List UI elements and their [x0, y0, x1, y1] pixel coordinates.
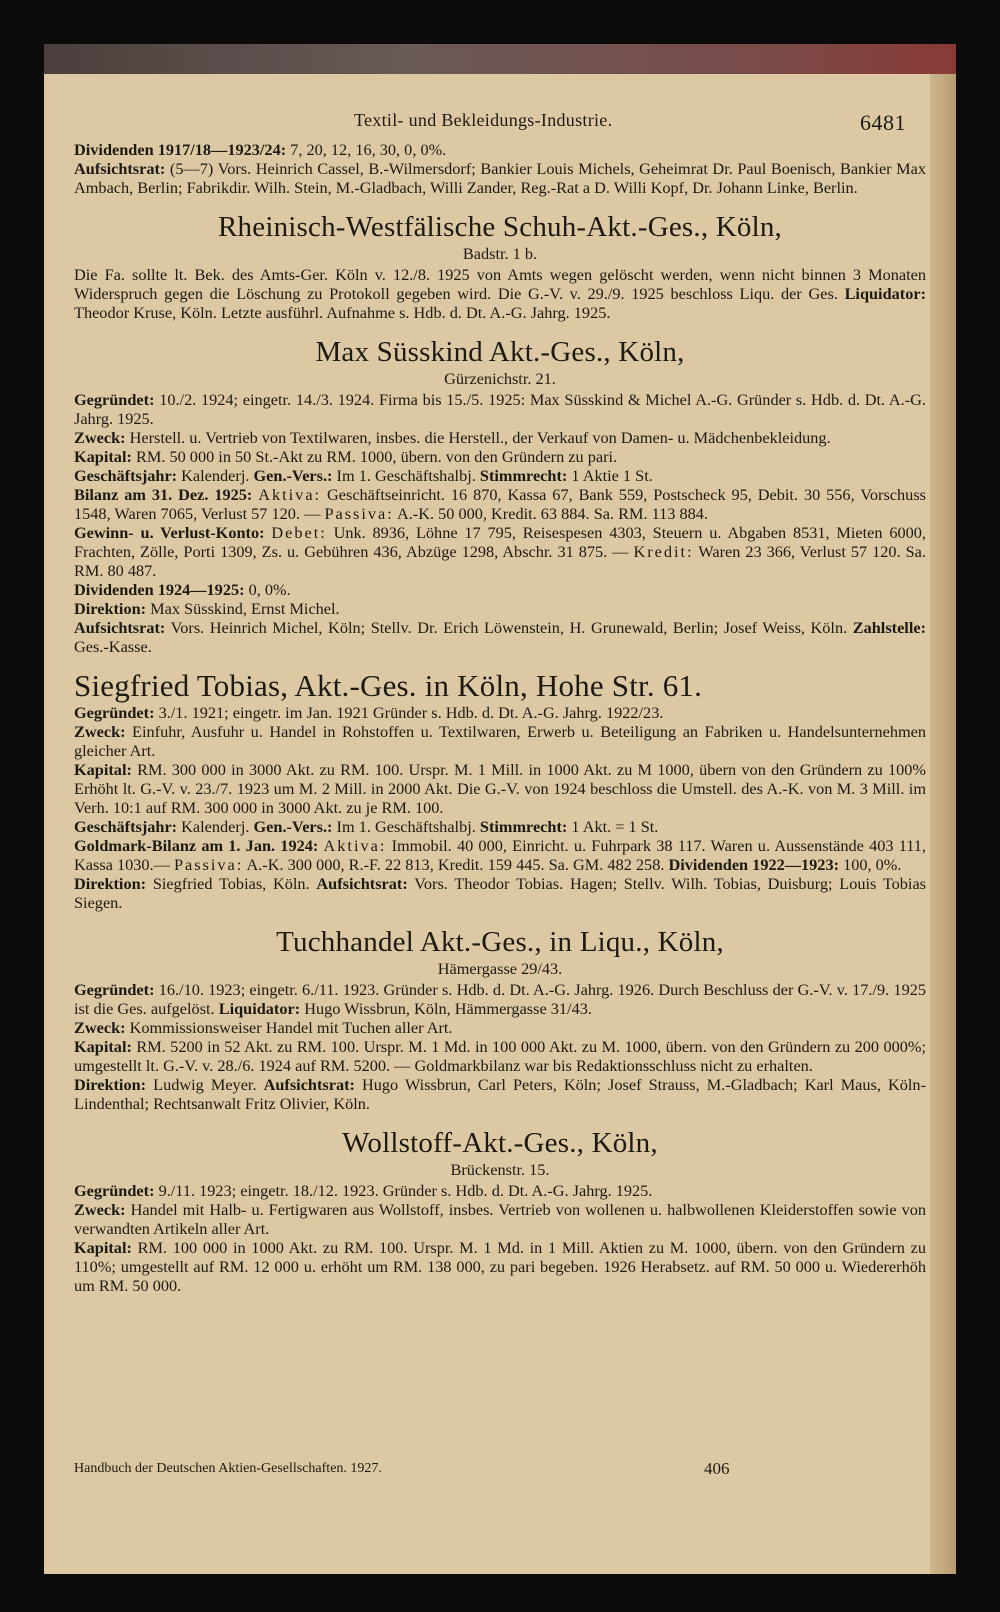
value: 1 Aktie 1 St.: [567, 466, 653, 485]
label: Passiva:: [173, 855, 244, 874]
label: Kapital:: [74, 1238, 132, 1257]
value: 1 Akt. = 1 St.: [567, 817, 659, 836]
value: RM. 300 000 in 3000 Akt. zu RM. 100. Urspr. M. 1 Mill. in 1000 Akt. zu M 1000, übern von den Gründern zu 100% Erhöht lt. G.-V. v. 23./7. 1923 um M. 2 Mill. in 2000 Akt. Die G.-V. von 1924 beschloss die Umstell. des A.-K. von M. 3 Mill. im Verh. 10:1 auf RM. 300 000 in 3000 Akt. zu je RM. 100.: [74, 760, 926, 817]
susskind-gegruendet: [74, 390, 926, 428]
value: A.-K. 300 000, R.-F. 22 813, Kredit. 159 445. Sa. GM. 482 258.: [243, 855, 669, 874]
entry-address-susskind: Gürzenichstr. 21.: [444, 369, 556, 388]
value: RM. 50 000 in 50 St.-Akt zu RM. 1000, übern. von den Gründern zu pari.: [131, 447, 618, 466]
entry-title-susskind: Max Süsskind Akt.-Ges., Köln,: [315, 336, 685, 368]
value: Kalenderj.: [177, 466, 254, 485]
running-head: [124, 110, 916, 140]
label: Kapital:: [74, 447, 132, 466]
label: Gen.-Vers.:: [253, 466, 333, 485]
label: Zweck:: [74, 428, 126, 447]
value: Hugo Wissbrun, Carl Peters, Köln; Josef Strauss, M.-Gladbach; Karl Maus, Köln-Lindenthal; Rechtsanwalt Fritz Olivier, Köln.: [74, 1075, 926, 1113]
susskind-dividenden: [74, 580, 926, 599]
value: Vors. Theodor Tobias. Hagen; Stellv. Wilh. Tobias, Duisburg; Louis Tobias Siegen.: [74, 874, 927, 912]
value: Vors. Heinrich Michel, Köln; Stellv. Dr. Erich Löwenstein, H. Grunewald, Berlin; Josef Weiss, Köln.: [165, 618, 853, 637]
page-number: 6481: [860, 110, 906, 135]
tobias-direktion: [74, 874, 926, 912]
label: Zweck:: [74, 1018, 126, 1037]
tobias-kapital: [74, 760, 926, 817]
value: 100, 0%.: [839, 855, 902, 874]
value: Ludwig Meyer.: [146, 1075, 264, 1094]
label: Gegründet:: [74, 703, 155, 722]
value: RM. 100 000 in 1000 Akt. zu RM. 100. Urspr. M. 1 Md. in 1 Mill. Aktien zu M. 1000, übern. von den Gründern zu 110%; umgestellt auf RM. 12 000 u. erhöht um RM. 138 000, zu pari begeben. 1926 Herabsetz. auf RM. 50 000 u. Wiedererhöh um RM. 50 000.: [74, 1238, 926, 1295]
page-edge: [930, 74, 956, 1574]
value: RM. 5200 in 52 Akt. zu RM. 100. Urspr. M. 1 Md. in 100 000 Akt. zu M. 1000, übern. von den Gründern zu 200 000%; umgestellt lt. G.-V. v. 28./6. 1924 auf RM. 5200. — Goldmarkbilanz war bis Redaktionsschluss nicht zu erhalten.: [74, 1037, 926, 1075]
book-binding: [44, 44, 956, 76]
value: A.-K. 50 000, Kredit. 63 884. Sa. RM. 113 884.: [393, 504, 708, 523]
value: Kalenderj.: [177, 817, 254, 836]
text: Die Fa. sollte lt. Bek. des Amts-Ger. Köln v. 12./8. 1925 von Amts wegen gelöscht werden, wenn nicht binnen 3 Monaten Widerspruch gegen die Löschung zu Protokoll gegeben wird. Die G.-V. v. 29./9. 1925 beschloss Liqu. der Ges.: [74, 265, 926, 303]
label: Dividenden 1924—1925:: [74, 580, 245, 599]
label: Zahlstelle:: [852, 618, 926, 637]
value: Siegfried Tobias, Köln.: [146, 874, 317, 893]
label: Kapital:: [74, 760, 132, 779]
entry-title-tobias: Siegfried Tobias, Akt.-Ges. in Köln, Hohe Str. 61.: [74, 668, 703, 703]
tobias-zweck: [74, 722, 926, 760]
susskind-direktion: [74, 599, 926, 618]
entry-address-tuchhandel: Hämergasse 29/43.: [437, 959, 563, 978]
label: Aufsichtsrat:: [74, 159, 166, 178]
value: 3./1. 1921; eingetr. im Jan. 1921 Gründer s. Hdb. d. Dt. A.-G. Jahrg. 1922/23.: [154, 703, 664, 722]
label: Zweck:: [74, 722, 126, 741]
value: 10./2. 1924; eingetr. 14./3. 1924. Firma bis 15./5. 1925: Max Süsskind & Michel A.-G. Gründer s. Hdb. d. Dt. A.-G. Jahrg. 1925.: [74, 390, 926, 428]
tobias-gegruendet: [74, 703, 926, 722]
label: Aufsichtsrat:: [263, 1075, 355, 1094]
tuchhandel-gegruendet: [74, 980, 926, 1018]
label: Stimmrecht:: [479, 817, 568, 836]
running-head-title: Textil- und Bekleidungs-Industrie.: [354, 110, 613, 130]
label: Gewinn- u. Verlust-Konto:: [74, 523, 265, 542]
page-body: [74, 140, 926, 1295]
tobias-bilanz: [74, 836, 926, 874]
text: Theodor Kruse, Köln. Letzte ausführl. Aufnahme s. Hdb. d. Dt. A.-G. Jahrg. 1925.: [74, 303, 611, 322]
wollstoff-gegruendet: [74, 1181, 926, 1200]
value: Immobil. 40 000, Einricht. u. Fuhrpark 38 117. Waren u. Aussenstände 403 111, Kassa 1030.—: [74, 836, 926, 874]
rheinisch-text: [74, 265, 926, 322]
value: (5—7) Vors. Heinrich Cassel, B.-Wilmersdorf; Bankier Louis Michels, Geheimrat Dr. Paul Boenisch, Bankier Max Ambach, Berlin; Fabrikdir. Wilh. Stein, M.-Gladbach, Willi Zander, Reg.-Rat a D. Willi Kopf, Dr. Johann Linke, Berlin.: [74, 159, 926, 197]
label: Stimmrecht:: [479, 466, 568, 485]
label: Gegründet:: [74, 980, 155, 999]
value: Hugo Wissbrun, Köln, Hämmergasse 31/43.: [300, 999, 592, 1018]
label: Direktion:: [74, 874, 147, 893]
value: 16./10. 1923; eingetr. 6./11. 1923. Gründer s. Hdb. d. Dt. A.-G. Jahrg. 1926. Durch Beschluss der G.-V. v. 17./9. 1925 ist die Ges. aufgelöst.: [74, 980, 926, 1018]
value: Herstell. u. Vertrieb von Textilwaren, insbes. die Herstell., der Verkauf von Damen- u. Mädchenbekleidung.: [125, 428, 831, 447]
label: Kredit:: [633, 542, 694, 561]
label: Geschäftsjahr:: [74, 466, 178, 485]
susskind-geschaeftsjahr: [74, 466, 926, 485]
entry-address-wollstoff: Brückenstr. 15.: [450, 1160, 550, 1179]
label: Gegründet:: [74, 390, 155, 409]
footer-page: 406: [704, 1459, 730, 1478]
label: Liquidator:: [218, 999, 301, 1018]
label: Liquidator:: [844, 284, 926, 303]
wollstoff-kapital: [74, 1238, 926, 1295]
tuchhandel-zweck: [74, 1018, 926, 1037]
prev-aufsichtsrat: [74, 159, 926, 197]
label: Direktion:: [74, 599, 147, 618]
label: Bilanz am 31. Dez. 1925:: [74, 485, 253, 504]
wollstoff-zweck: [74, 1200, 926, 1238]
value: Ges.-Kasse.: [74, 637, 152, 656]
susskind-zweck: [74, 428, 926, 447]
value: 7, 20, 12, 16, 30, 0, 0%.: [286, 140, 447, 159]
susskind-guv: [74, 523, 926, 580]
value: Waren 23 366, Verlust 57 120. Sa. RM. 80 487.: [74, 542, 926, 580]
tuchhandel-kapital: [74, 1037, 926, 1075]
entry-title-wollstoff: Wollstoff-Akt.-Ges., Köln,: [342, 1127, 658, 1159]
value: Im 1. Geschäftshalbj.: [332, 817, 480, 836]
label: Dividenden 1922—1923:: [668, 855, 840, 874]
label: Geschäftsjahr:: [74, 817, 178, 836]
label: Direktion:: [74, 1075, 147, 1094]
label: Zweck:: [74, 1200, 126, 1219]
label: Aufsichtsrat:: [316, 874, 408, 893]
susskind-kapital: [74, 447, 926, 466]
tobias-geschaeftsjahr: [74, 817, 926, 836]
value: Einfuhr, Ausfuhr u. Handel in Rohstoffen u. Textilwaren, Erwerb u. Beteiligung an Fabriken u. Handelsunternehmen gleicher Art.: [74, 722, 926, 760]
page-footer: [74, 1460, 926, 1478]
label: Dividenden 1917/18—1923/24:: [74, 140, 287, 159]
value: 9./11. 1923; eingetr. 18./12. 1923. Gründer s. Hdb. d. Dt. A.-G. Jahrg. 1925.: [154, 1181, 653, 1200]
label: Kapital:: [74, 1037, 132, 1056]
tuchhandel-direktion: [74, 1075, 926, 1113]
label: Aufsichtsrat:: [74, 618, 166, 637]
value: Unk. 8936, Löhne 17 795, Reisespesen 4303, Steuern u. Abgaben 8531, Mieten 6000, Frachten, Zölle, Porti 1309, Zs. u. Gebühren 436, Abzüge 1298, Abschr. 31 875. —: [74, 523, 926, 561]
entry-title-tuchhandel: Tuchhandel Akt.-Ges., in Liqu., Köln,: [276, 926, 724, 958]
label: Aktiva:: [258, 485, 322, 504]
label: Passiva:: [324, 504, 394, 523]
value: Max Süsskind, Ernst Michel.: [146, 599, 340, 618]
entry-title-rheinisch: Rheinisch-Westfälische Schuh-Akt.-Ges., Köln,: [218, 211, 782, 243]
value: Im 1. Geschäftshalbj.: [332, 466, 480, 485]
label: Debet:: [271, 523, 327, 542]
value: Geschäftseinricht. 16 870, Kassa 67, Bank 559, Postscheck 95, Debit. 30 556, Vorschuss 1548, Waren 7065, Verlust 57 120. —: [74, 485, 926, 523]
value: Handel mit Halb- u. Fertigwaren aus Wollstoff, insbes. Vertrieb von wollenen u. halbwollenen Kleiderstoffen sowie von verwandten Artikeln aller Art.: [74, 1200, 926, 1238]
value: Kommissionsweiser Handel mit Tuchen aller Art.: [125, 1018, 453, 1037]
label: Goldmark-Bilanz am 1. Jan. 1924:: [74, 836, 319, 855]
prev-dividenden: [74, 140, 926, 159]
entry-address-rheinisch: Badstr. 1 b.: [462, 244, 538, 263]
label: Gen.-Vers.:: [253, 817, 333, 836]
book-page: [44, 74, 956, 1574]
label: Aktiva:: [323, 836, 387, 855]
label: Gegründet:: [74, 1181, 155, 1200]
susskind-bilanz: [74, 485, 926, 523]
value: 0, 0%.: [244, 580, 291, 599]
footer-source: Handbuch der Deutschen Aktien-Gesellschaften. 1927.: [74, 1461, 382, 1476]
susskind-aufsichtsrat: [74, 618, 926, 656]
